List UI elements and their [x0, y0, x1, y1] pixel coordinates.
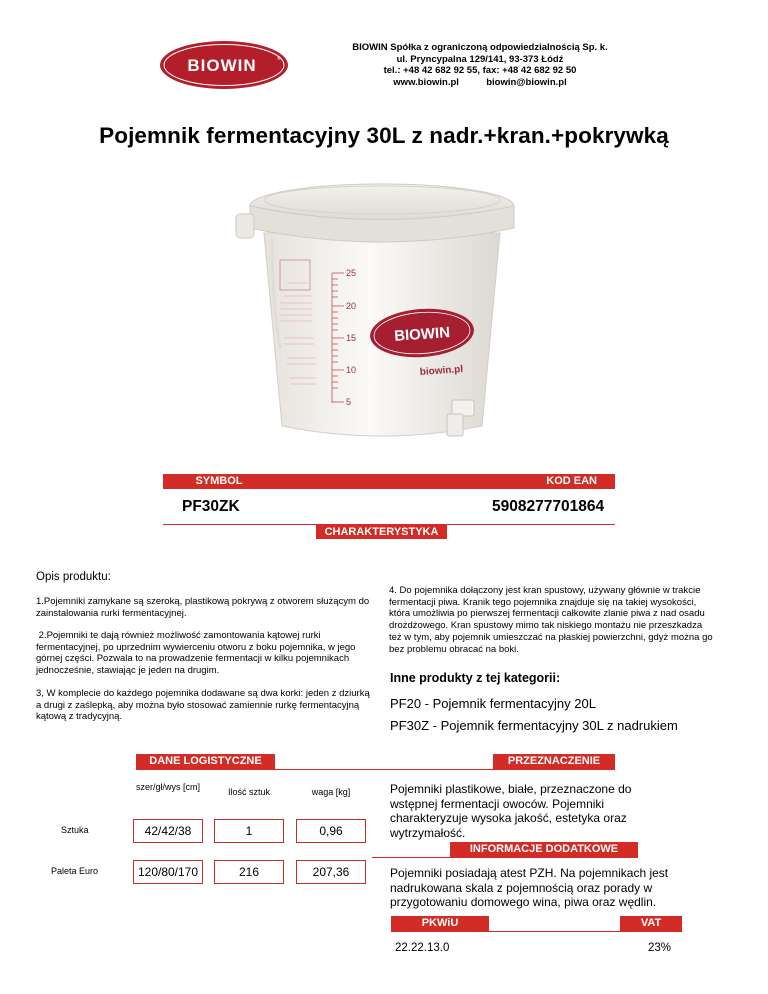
col-header-weight: waga [kg] [311, 787, 351, 797]
cell-dims: 42/42/38 [133, 819, 203, 843]
svg-text:25: 25 [346, 268, 357, 278]
cell-weight: 207,36 [296, 860, 366, 884]
pkwiu-rule [391, 931, 682, 932]
description-paragraph-1: 1.Pojemniki zamykane są szeroką, plastikową pokrywą z otworem służącym do zainstalowania rurki fermentacyjnej. [36, 596, 370, 619]
svg-text:BIOWIN: BIOWIN [393, 324, 451, 345]
symbol-header: SYMBOL [163, 474, 275, 489]
svg-text:10: 10 [346, 365, 357, 375]
cell-weight: 0,96 [296, 819, 366, 843]
row-label-paleta: Paleta Euro [51, 866, 99, 876]
additional-header: INFORMACJE DODATKOWE [450, 842, 638, 857]
description-paragraph-3: 3, W komplecie do każdego pojemnika dodawane są dwa korki: jeden z dziurką a drugi z zaślepką, aby można było stosować zamiennie rurkę fermentacyjną kątową z tradycyjną. [36, 688, 370, 723]
vat-header: VAT [620, 916, 682, 931]
svg-text:5: 5 [346, 397, 352, 407]
row-label-sztuka: Sztuka [61, 825, 89, 835]
purpose-header: PRZEZNACZENIE [493, 754, 615, 769]
col-header-dims: szer/gł/wys [cm] [135, 782, 200, 792]
symbol-value: PF30ZK [182, 498, 240, 515]
ean-header-bar [275, 474, 615, 489]
company-info [320, 42, 640, 88]
svg-text:biowin.pl: biowin.pl [419, 363, 464, 378]
svg-text:15: 15 [346, 333, 357, 343]
description-paragraph-4: 4. Do pojemnika dołączony jest kran spustowy, używany głównie w trakcie fermentacji piwa. Kranik tego pojemnika znajduje się na takiej wysokości, która umożliwia po pierwszej fermentacji całkowite zlanie piwa z nad osadu drożdżowego. Kran spustowy mimo tak niskiego montażu nie przeszkadza też w tym, aby pojemnik umieszczać na płaskiej powierzchni, gdyż można go bez problemu obracać na boki. [389, 585, 713, 655]
page-title: Pojemnik fermentacyjny 30L z nadr.+kran.+pokrywką [99, 123, 669, 148]
cell-qty: 216 [214, 860, 284, 884]
company-name: BIOWIN Spółka z ograniczoną odpowiedzialnością Sp. k. [352, 42, 608, 53]
logistics-header: DANE LOGISTYCZNE [136, 754, 275, 769]
pkwiu-header: PKWiU [391, 916, 489, 931]
characteristics-header: CHARAKTERYSTYKA [316, 525, 447, 539]
ean-value: 5908277701864 [492, 498, 605, 515]
product-image [232, 178, 532, 448]
purpose-rule [372, 769, 615, 770]
company-address: ul. Pryncypalna 129/141, 93-373 Łódź [396, 53, 564, 65]
company-website[interactable]: www.biowin.pl [393, 76, 459, 88]
purpose-text: Pojemniki plastikowe, białe, przeznaczone do wstępnej fermentacji owoców. Pojemniki charakteryzuje wysoka jakość, estetyka oraz wytrzymałość. [390, 782, 632, 840]
company-email[interactable]: biowin@biowin.pl [486, 76, 567, 88]
svg-text:20: 20 [346, 301, 357, 311]
logistics-rule [136, 769, 372, 770]
pkwiu-value: 22.22.13.0 [395, 942, 450, 954]
description-paragraph-2: 2.Pojemniki te dają również możliwość zamontowania kątowej rurki fermentacyjnej, po uprzednim wywierceniu otworu z boku pojemnika, w jego górnej części. Pozwala to na prowadzenie fermentacji w kilku pojemnikach jednocześnie, stawiając je jeden na drugim. [36, 630, 359, 677]
related-item-1[interactable]: PF20 - Pojemnik fermentacyjny 20L [390, 696, 596, 711]
description-heading: Opis produktu: [36, 571, 111, 583]
cell-qty: 1 [214, 819, 284, 843]
additional-text: Pojemniki posiadają atest PZH. Na pojemnikach jest nadrukowana skala z pojemnością oraz porady w przygotowaniu domowego wina, piwa oraz wędlin. [390, 866, 669, 909]
vat-value: 23% [648, 942, 672, 954]
company-phone: tel.: +48 42 682 92 55, fax: +48 42 682 92 50 [383, 65, 577, 76]
biowin-logo [159, 40, 289, 90]
cell-dims: 120/80/170 [133, 860, 203, 884]
svg-text:®: ® [277, 56, 281, 62]
related-heading: Inne produkty z tej kategorii: [390, 671, 561, 685]
col-header-qty: Ilość sztuk [227, 787, 270, 797]
related-item-2[interactable]: PF30Z - Pojemnik fermentacyjny 30L z nadrukiem [390, 718, 678, 733]
svg-text:BIOWIN: BIOWIN [187, 56, 257, 75]
ean-header: KOD EAN [546, 475, 597, 487]
additional-rule [372, 857, 638, 858]
